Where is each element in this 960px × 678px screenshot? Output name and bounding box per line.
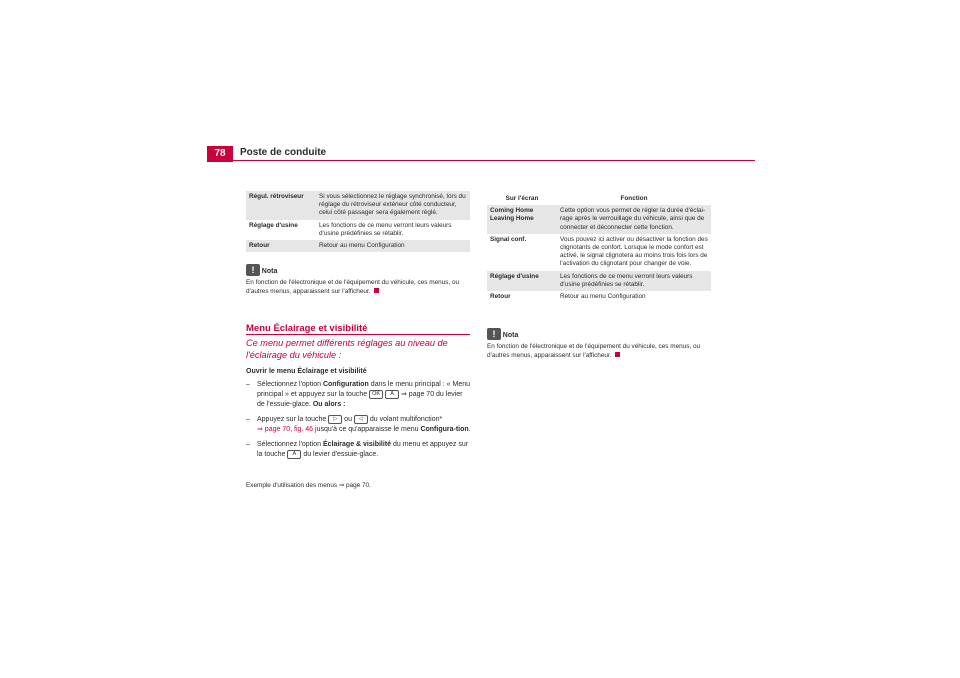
list-item: – Sélectionnez l'option Éclairage & visibilité du menu et appuyez sur la touche A du levier d'essuie-glace.: [246, 441, 469, 458]
table-value: Les fonctions de ce menu verront leurs valeurs d'usine prédéfinies se rétablir.: [557, 271, 711, 291]
table-key: Coming Home Leaving Home: [487, 205, 557, 234]
list-item: – Appuyez sur la touche ▷ ou ◁ du volant multifonction* ⇒ page 70, fig. 46 jusqu'à ce qu'apparaisse le menu Configura-tion.: [246, 416, 471, 433]
table-value: Cette option vous permet de régler la durée d'éclai-rage après le verrouillage du véhicule, ainsi que de connecter et déconnecter cette fonction.: [557, 205, 711, 234]
step-emphasis: Éclairage & visibilité: [322, 441, 392, 448]
column-header: Sur l'écran: [487, 193, 557, 205]
table-value: Les fonctions de ce menu verront leurs valeurs d'usine prédéfinies se rétablir.: [319, 221, 452, 237]
left-settings-table: [246, 191, 470, 252]
note-icon: !: [487, 328, 501, 340]
step-text: dans le menu principal : « Menu principal » et appuyez sur la touche: [257, 381, 471, 398]
table-row: [246, 220, 470, 240]
table-key: Retour: [490, 293, 511, 301]
end-marker-icon: [374, 288, 379, 293]
a-key-icon: A: [385, 390, 399, 399]
header-divider: [207, 160, 755, 161]
column-header: Fonction: [557, 193, 711, 205]
page-number: 78: [207, 146, 233, 162]
table-value: Retour au menu Configuration: [316, 240, 470, 252]
subheading: Ouvrir le menu Éclairage et visibilité: [246, 368, 367, 375]
caption: Exemple d'utilisation des menus ⇒ page 70.: [246, 482, 371, 489]
table-row: [487, 271, 711, 291]
table-key: Réglage d'usine: [487, 271, 557, 291]
step-emphasis: Configura-tion: [420, 426, 469, 433]
step-text: du volant multifonction*: [369, 416, 443, 423]
step-emphasis: Ou alors :: [312, 401, 346, 408]
step-text: Sélectionnez l'option: [257, 381, 321, 388]
a-key-icon: A: [287, 450, 301, 459]
nota-text: En fonction de l'électronique et de l'équipement du véhicule, ces menus, ou d'autres menus, apparaissent sur l'afficheur.: [246, 279, 460, 295]
table-row: [246, 191, 470, 220]
section-intro: Ce menu permet différents réglages au niveau de l'éclairage du véhicule :: [246, 338, 448, 360]
table-value: Si vous sélectionnez le réglage synchronisé, lors du réglage du rétroviseur extérieur côté conducteur, celui côté passager sera également réglé.: [316, 191, 470, 220]
table-row: [487, 291, 711, 303]
table-key: Retour: [246, 240, 316, 252]
note-icon: !: [246, 264, 260, 276]
nota-left: [246, 264, 472, 296]
step-text: ⇒ page 70 du levier de l'essuie-glace.: [257, 391, 463, 408]
section-title: Menu Éclairage et visibilité: [246, 323, 368, 334]
nota-label: Nota: [502, 332, 519, 339]
table-value: Vous pouvez ici activer ou désactiver la fonction des clignotants de confort. Lorsque le mode confort est activé, le signal clignotera au moins trois fois lors de l'activation du clignotant pour changer de voie.: [560, 235, 708, 268]
section-divider: [246, 334, 470, 335]
step-text: du levier d'essuie-glace.: [303, 451, 379, 458]
nota-label: Nota: [261, 268, 278, 275]
step-text: Sélectionnez l'option: [257, 441, 321, 448]
right-function-table: [487, 193, 711, 303]
nota-text: En fonction de l'électronique et de l'équipement du véhicule, ces menus, ou d'autres menus, apparaissent sur l'afficheur.: [487, 343, 701, 359]
list-item: – Sélectionnez l'option Configuration dans le menu principal : « Menu principal » et appuyez sur la touche OK A ⇒ page 70 du levier de l'essuie-glace. Ou alors :: [246, 381, 471, 408]
page-reference-link[interactable]: ⇒ page 70, fig. 46: [257, 426, 314, 433]
table-row: [487, 205, 711, 234]
step-text: Appuyez sur la touche: [257, 416, 327, 423]
table-row: [487, 234, 711, 271]
prev-key-icon: ◁: [354, 415, 368, 424]
table-key: Signal conf.: [490, 235, 527, 243]
table-row: [246, 240, 470, 252]
table-key: Régul. rétroviseur: [246, 191, 316, 220]
ok-key-icon: OK: [369, 390, 383, 399]
chapter-title: Poste de conduite: [240, 147, 327, 158]
table-value: Retour au menu Configuration: [560, 293, 646, 301]
step-emphasis: Configuration: [322, 381, 369, 388]
steps-list: [246, 380, 472, 465]
end-marker-icon: [615, 352, 620, 357]
table-key: Réglage d'usine: [249, 221, 298, 229]
nota-right: [487, 328, 713, 360]
step-text: du menu et appuyez sur la touche: [257, 441, 469, 458]
table-header-row: [487, 193, 711, 205]
next-key-icon: ▷: [328, 415, 342, 424]
step-text: jusqu'à ce qu'apparaisse le menu: [315, 426, 419, 433]
step-text: ou: [344, 416, 352, 423]
